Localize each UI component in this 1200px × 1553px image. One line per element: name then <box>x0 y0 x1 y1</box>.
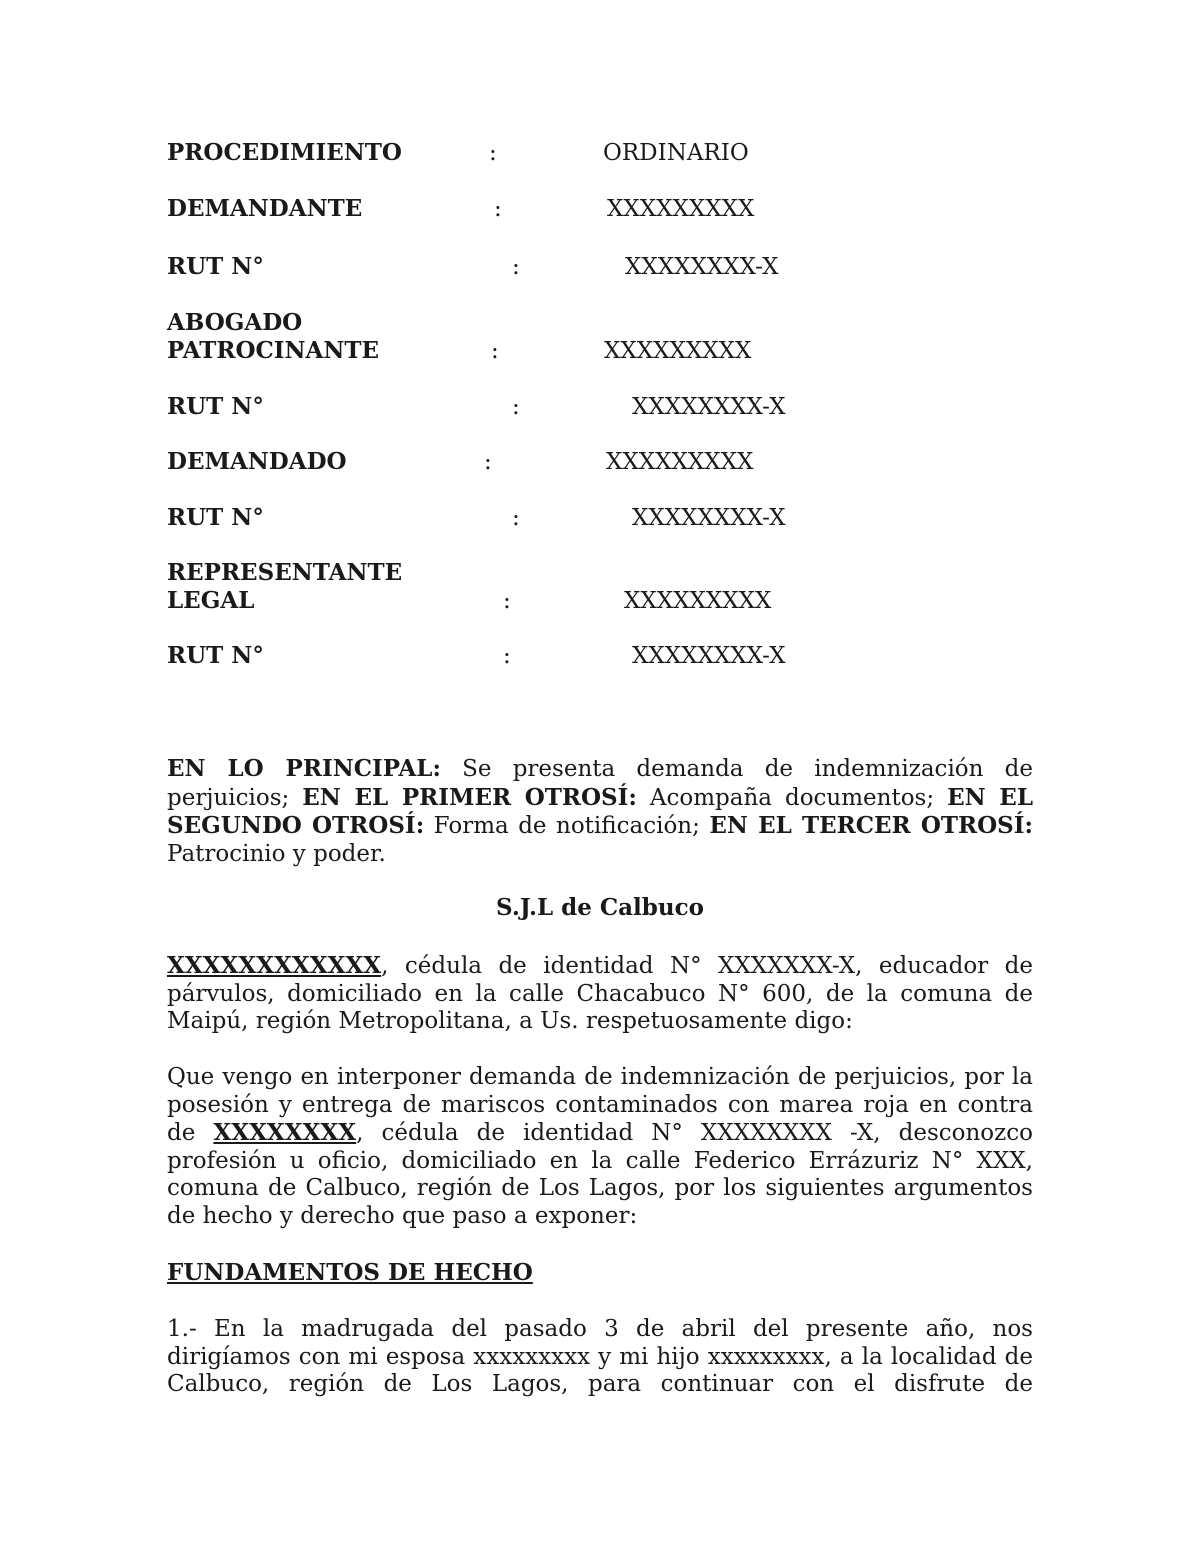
header-label-abogado: ABOGADO <box>167 309 303 336</box>
header-label-representante: REPRESENTANTE <box>167 559 403 586</box>
summary-principal-label: EN LO PRINCIPAL: <box>167 755 441 782</box>
header-colon: : <box>512 505 520 531</box>
header-colon: : <box>491 338 499 364</box>
section-title-fundamentos-de-hecho: FUNDAMENTOS DE HECHO <box>167 1259 533 1286</box>
fact-1-paragraph: 1.- En la madrugada del pasado 3 de abril del presente año, nos dirigíamos con mi esposa xxxxxxxxx y mi hijo xxxxxxxxx, a la localidad de Calbuco, región de Los Lagos, para continuar con el disfrute de <box>167 1316 1033 1398</box>
header-colon: : <box>503 643 511 669</box>
header-colon: : <box>484 449 492 475</box>
claim-text-1: Que vengo en interponer demanda de indemnización de perjuicios, por la posesión y entrega de mariscos contaminados con marea roja en contra de <box>167 1064 1033 1147</box>
header-label-rut-demandante: RUT N° <box>167 253 264 280</box>
summary-paragraph <box>167 755 1033 868</box>
header-colon: : <box>489 140 497 166</box>
header-label-patrocinante: PATROCINANTE <box>167 337 380 364</box>
header-value-procedimiento: ORDINARIO <box>603 140 749 166</box>
summary-tercer-otrosi-text: Patrocinio y poder. <box>167 840 386 867</box>
header-value-rut-abogado: XXXXXXXX-X <box>632 394 786 420</box>
claim-paragraph <box>167 1064 1033 1231</box>
intro-text: , cédula de identidad N° XXXXXXX-X, educador de párvulos, domiciliado en la calle Chacabuco N° 600, de la comuna de Maipú, región Metropolitana, a Us. respetuosamente digo: <box>167 953 1033 1035</box>
header-value-representante: XXXXXXXXX <box>624 588 772 614</box>
header-label-rut-abogado: RUT N° <box>167 393 264 420</box>
header-colon: : <box>512 394 520 420</box>
header-colon: : <box>494 196 502 222</box>
intro-paragraph <box>167 952 1033 1036</box>
defendant-name: XXXXXXXX <box>213 1119 357 1147</box>
court-heading: S.J.L de Calbuco <box>496 894 704 921</box>
header-value-rut-demandante: XXXXXXXX-X <box>625 254 779 280</box>
header-value-rut-representante: XXXXXXXX-X <box>632 643 786 669</box>
header-value-abogado: XXXXXXXXX <box>604 338 752 364</box>
header-label-demandado: DEMANDADO <box>167 448 347 475</box>
header-value-demandado: XXXXXXXXX <box>606 449 754 475</box>
header-value-rut-demandado: XXXXXXXX-X <box>632 505 786 531</box>
summary-segundo-otrosi-label: EN EL SEGUNDO OTROSÍ: <box>167 783 1033 840</box>
summary-primer-otrosi-label: EN EL PRIMER OTROSÍ: <box>302 783 637 811</box>
header-label-rut-representante: RUT N° <box>167 642 264 669</box>
header-label-rut-demandado: RUT N° <box>167 504 264 531</box>
summary-tercer-otrosi-label: EN EL TERCER OTROSÍ: <box>709 812 1033 840</box>
header-colon: : <box>503 588 511 614</box>
summary-principal-text: Se presenta demanda de indemnización de perjuicios; <box>167 756 1033 811</box>
plaintiff-name: XXXXXXXXXXXX <box>167 952 382 979</box>
claim-text-2: , cédula de identidad N° XXXXXXXX -X, desconozco profesión u oficio, domiciliado en la calle Federico Errázuriz N° XXX, comuna de Calbuco, región de Los Lagos, por los siguientes argumentos de hecho y derecho que paso a exponer: <box>167 1120 1033 1229</box>
header-label-legal: LEGAL <box>167 587 255 614</box>
summary-primer-otrosi-text: Acompaña documentos; <box>636 784 948 811</box>
summary-segundo-otrosi-text: Forma de notificación; <box>424 813 710 840</box>
header-label-procedimiento: PROCEDIMIENTO <box>167 139 402 166</box>
header-label-demandante: DEMANDANTE <box>167 195 363 222</box>
header-value-demandante: XXXXXXXXX <box>607 196 755 222</box>
header-colon: : <box>512 254 520 280</box>
